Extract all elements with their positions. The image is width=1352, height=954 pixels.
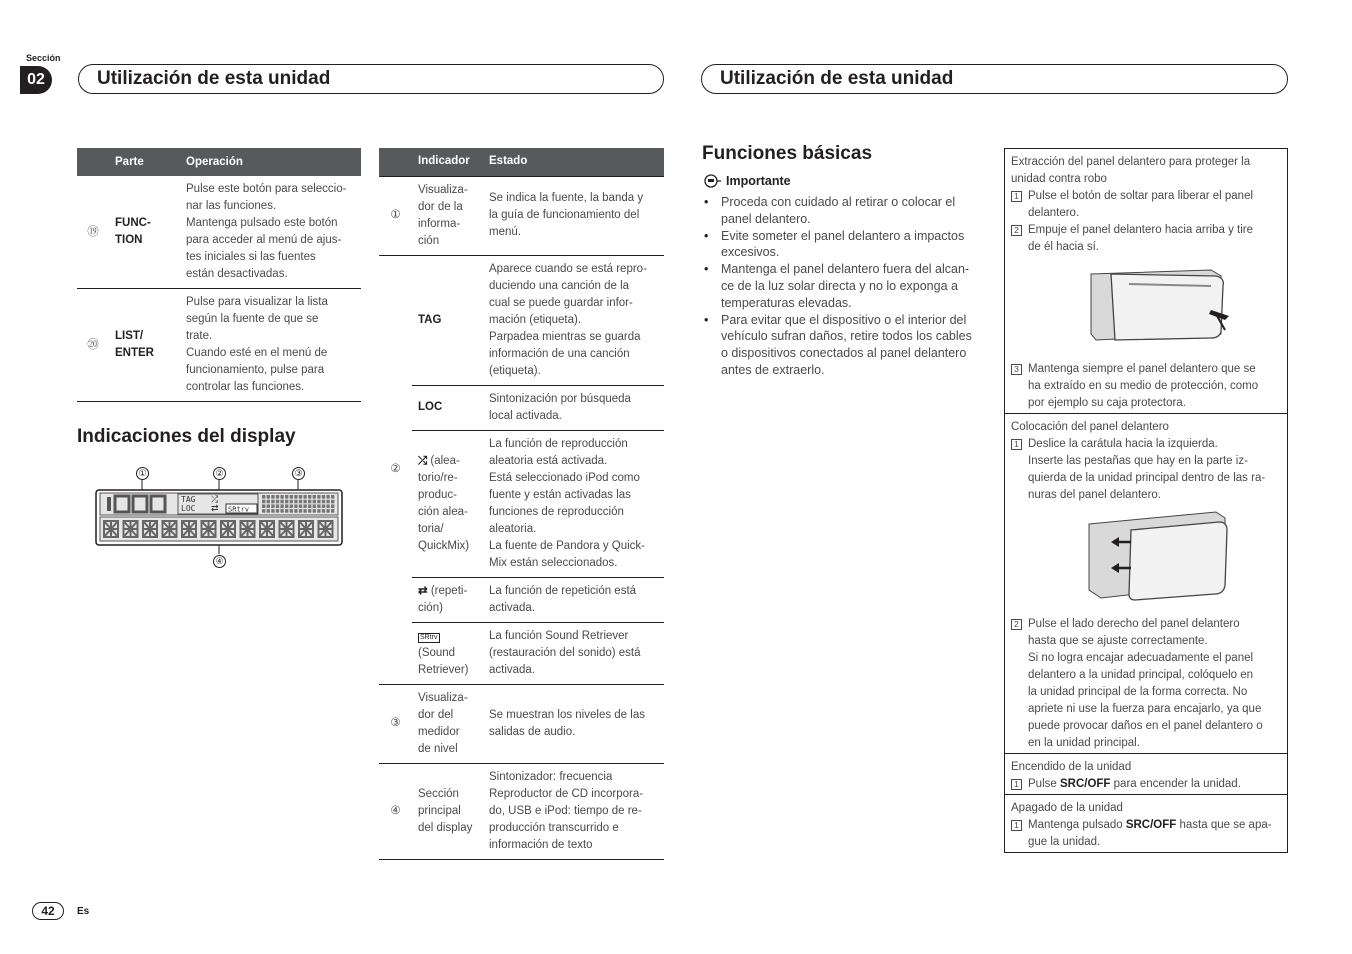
remove-panel-illustration bbox=[1011, 256, 1281, 361]
list-item: • Mantenga el panel delantero fuera del alcan- ce de la luz solar directa y no lo exponga a temperaturas elevadas. bbox=[704, 261, 988, 311]
list-item: • Proceda con cuidado al retirar o colocar el panel delantero. bbox=[704, 194, 988, 228]
important-icon bbox=[702, 174, 722, 188]
state-text: Se indica la fuente, la banda y la guía de funcionamiento del menú. bbox=[483, 176, 664, 255]
level-meter-segment bbox=[317, 509, 320, 513]
main-display-char bbox=[143, 521, 157, 537]
power-on-section bbox=[1005, 753, 1287, 794]
step-text: hasta que se apa- gue la unidad. bbox=[1028, 819, 1272, 848]
lcd-srtrv-text: SRtrv bbox=[228, 505, 250, 514]
level-meter-segment bbox=[267, 500, 270, 504]
level-meter-segment bbox=[271, 495, 274, 499]
display-heading: Indicaciones del display bbox=[77, 426, 296, 447]
operation-text: Pulse para visualizar la lista según la fuente de que se trate. Cuando esté en el menú de funcionamiento, pulse para controlar las funciones. bbox=[180, 289, 361, 402]
level-meter-segment bbox=[262, 504, 265, 508]
level-meter-segment bbox=[285, 500, 288, 504]
level-meter-segment bbox=[322, 504, 325, 508]
state-text: La función de reproducción aleatoria está activada. Está seleccionado iPod como fuente y están activadas las funciones de reproducción aleatoria. La fuente de Pandora y Quick- Mix están seleccionados. bbox=[483, 430, 664, 577]
row-number: ⑳ bbox=[77, 289, 109, 402]
indicators-table-header bbox=[379, 148, 664, 176]
section-number-badge: 02 bbox=[20, 66, 52, 94]
main-display-char bbox=[124, 521, 138, 537]
table-row bbox=[77, 289, 361, 402]
important-note bbox=[702, 174, 791, 188]
main-display-char bbox=[104, 521, 118, 537]
level-meter-segment bbox=[267, 509, 270, 513]
parts-table-header bbox=[77, 148, 361, 176]
step-number: 2 bbox=[1011, 619, 1022, 630]
main-display-char bbox=[202, 521, 216, 537]
level-meter-segment bbox=[262, 509, 265, 513]
indicator-name: (Sound Retriever) bbox=[418, 646, 469, 676]
level-meter-segment bbox=[290, 509, 293, 513]
table-row bbox=[379, 622, 664, 684]
section-title: Extracción del panel delantero para proteger la unidad contra robo bbox=[1011, 156, 1251, 185]
level-meter-segment bbox=[308, 495, 311, 499]
diagram-label-2: ② bbox=[213, 467, 226, 480]
table-row bbox=[379, 684, 664, 763]
level-meter-segment bbox=[262, 500, 265, 504]
main-display-char bbox=[299, 521, 313, 537]
main-display-char bbox=[280, 521, 294, 537]
table-row bbox=[379, 577, 664, 622]
level-meter-segment bbox=[294, 504, 297, 508]
page-number: 42 bbox=[32, 902, 64, 920]
step-number: 3 bbox=[1011, 364, 1022, 375]
level-meter-segment bbox=[322, 495, 325, 499]
src-off-key: SRC/OFF bbox=[1059, 778, 1111, 790]
list-item: • Evite someter el panel delantero a impactos excesivos. bbox=[704, 228, 988, 262]
section-title: Apagado de la unidad bbox=[1011, 802, 1123, 814]
level-meter-segment bbox=[290, 504, 293, 508]
indicator-name: (repeti- ción) bbox=[418, 584, 468, 614]
state-text: Aparece cuando se está repro- duciendo una canción de la cual se puede guardar infor- mación (etiqueta). Parpadea mientras se guarda información de una canción (etiqueta). bbox=[483, 255, 664, 385]
level-meter-segment bbox=[294, 500, 297, 504]
level-meter-segment bbox=[276, 509, 279, 513]
main-display-char bbox=[221, 521, 235, 537]
lcd-repeat-icon: ⇄ bbox=[211, 503, 219, 513]
display-diagram bbox=[95, 464, 343, 570]
page-header-left: Utilización de esta unidad bbox=[78, 64, 664, 94]
level-meter-segment bbox=[303, 495, 306, 499]
shuffle-icon: ⤮ bbox=[418, 454, 428, 467]
step-text: Mantenga pulsado bbox=[1028, 819, 1126, 831]
step-number: 1 bbox=[1011, 439, 1022, 450]
level-meter-segment bbox=[290, 500, 293, 504]
level-meter-segment bbox=[276, 495, 279, 499]
indicator-name: TAG bbox=[412, 255, 483, 385]
row-number: ④ bbox=[379, 763, 412, 859]
main-display-char bbox=[163, 521, 177, 537]
step bbox=[1011, 188, 1281, 222]
diagram-label-1: ① bbox=[136, 467, 149, 480]
table-row bbox=[379, 385, 664, 430]
level-meter-segment bbox=[317, 500, 320, 504]
step bbox=[1011, 361, 1281, 412]
row-number: ⑲ bbox=[87, 225, 99, 238]
level-meter-segment bbox=[326, 495, 329, 499]
state-text: Sintonización por búsqueda local activada. bbox=[483, 385, 664, 430]
operation-text: Pulse este botón para seleccio- nar las funciones. Mantenga pulsado este botón para acceder al menú de ajus- tes iniciales si las fuentes están desactivadas. bbox=[186, 183, 347, 280]
row-number: ① bbox=[379, 176, 412, 255]
table-row bbox=[379, 763, 664, 859]
level-meter-segment bbox=[285, 495, 288, 499]
level-meter-segment bbox=[262, 495, 265, 499]
attach-panel-section bbox=[1005, 413, 1287, 753]
level-meter-segment bbox=[317, 495, 320, 499]
level-meter-segment bbox=[326, 500, 329, 504]
step bbox=[1011, 776, 1281, 793]
step-text: Pulse el botón de soltar para liberar el panel delantero. bbox=[1028, 190, 1254, 219]
main-display-char bbox=[319, 521, 333, 537]
level-meter-segment bbox=[280, 500, 283, 504]
page-header-right: Utilización de esta unidad bbox=[701, 64, 1288, 94]
level-meter-segment bbox=[303, 500, 306, 504]
level-meter-segment bbox=[322, 509, 325, 513]
table-row bbox=[379, 255, 664, 385]
state-text: La función Sound Retriever (restauración del sonido) está activada. bbox=[483, 622, 664, 684]
src-off-key: SRC/OFF bbox=[1125, 819, 1177, 831]
level-meter-segment bbox=[313, 509, 316, 513]
indicator-name: Sección principal del display bbox=[412, 763, 483, 859]
table-row bbox=[379, 430, 664, 577]
level-meter-segment bbox=[294, 495, 297, 499]
level-meter-segment bbox=[331, 500, 334, 504]
list-item: • Para evitar que el dispositivo o el interior del vehículo sufran daños, retire todos los cables o dispositivos conectados al panel delantero antes de extraerlo. bbox=[704, 312, 988, 379]
step-text: para encender la unidad. bbox=[1110, 778, 1241, 790]
level-meter-segment bbox=[303, 509, 306, 513]
level-meter-segment bbox=[331, 509, 334, 513]
sound-retriever-icon: SRtrv bbox=[420, 633, 438, 641]
indicator-name: Visualiza- dor de la informa- ción bbox=[412, 176, 483, 255]
power-off-section bbox=[1005, 794, 1287, 852]
level-meter-segment bbox=[271, 500, 274, 504]
row-number: ③ bbox=[379, 684, 412, 763]
indicator-name: LOC bbox=[412, 385, 483, 430]
state-text: Se muestran los niveles de las salidas de audio. bbox=[483, 684, 664, 763]
indicators-table bbox=[379, 148, 664, 860]
parts-table bbox=[77, 148, 361, 402]
level-meter-segment bbox=[294, 509, 297, 513]
lcd-shuffle-icon: ⤮ bbox=[211, 494, 219, 504]
level-meter-segment bbox=[280, 509, 283, 513]
remove-panel-section bbox=[1005, 149, 1287, 413]
step bbox=[1011, 222, 1281, 256]
level-meter-segment bbox=[308, 509, 311, 513]
state-text: La función de repetición está activada. bbox=[483, 577, 664, 622]
repeat-icon: ⇄ bbox=[418, 584, 428, 597]
main-display-char bbox=[241, 521, 255, 537]
part-name: FUNC- TION bbox=[115, 217, 151, 246]
step-text: Pulse el lado derecho del panel delantero hasta que se ajuste correctamente. Si no logra encajar adecuadamente el panel delantero a la unidad principal, colóquelo en la unidad principal de la forma correcta. No apriete ni use la fuerza para encajarlo, ya que puede provocar daños en el panel delantero o en la unidad principal. bbox=[1028, 618, 1263, 749]
level-meter-segment bbox=[313, 504, 316, 508]
header-parte: Parte bbox=[109, 148, 180, 176]
level-meter-segment bbox=[331, 504, 334, 508]
step bbox=[1011, 817, 1281, 851]
level-meter-segment bbox=[280, 495, 283, 499]
step-number: 1 bbox=[1011, 779, 1022, 790]
level-meter-segment bbox=[299, 495, 302, 499]
step-number: 1 bbox=[1011, 191, 1022, 202]
step-text: Deslice la carátula hacia la izquierda. Inserte las pestañas que hay en la parte iz- quierda de la unidad principal dentro de las ra- nuras del panel delantero. bbox=[1028, 438, 1266, 501]
section-label: Sección bbox=[26, 53, 61, 63]
attach-panel-illustration bbox=[1011, 504, 1281, 616]
header-estado: Estado bbox=[483, 148, 664, 176]
level-meter-segment bbox=[331, 495, 334, 499]
level-meter-segment bbox=[276, 500, 279, 504]
level-meter-segment bbox=[285, 504, 288, 508]
indicator-name: Visualiza- dor del medidor de nivel bbox=[412, 684, 483, 763]
header-indicador: Indicador bbox=[412, 148, 483, 176]
lcd-tag-text: TAG bbox=[181, 495, 196, 504]
level-meter-segment bbox=[299, 500, 302, 504]
step-text: Pulse bbox=[1028, 778, 1060, 790]
level-meter-segment bbox=[299, 509, 302, 513]
lcd-loc-text: LOC bbox=[181, 504, 196, 513]
level-meter-segment bbox=[308, 504, 311, 508]
section-title: Colocación del panel delantero bbox=[1011, 421, 1169, 433]
important-label: Importante bbox=[726, 174, 791, 188]
state-text: Sintonizador: frecuencia Reproductor de CD incorpora- do, USB e iPod: tiempo de re- producción transcurrido e información de texto bbox=[483, 763, 664, 859]
step-text: Mantenga siempre el panel delantero que se ha extraído en su medio de protección, como por ejemplo su caja protectora. bbox=[1028, 363, 1259, 409]
table-row bbox=[77, 176, 361, 289]
level-meter-segment bbox=[267, 495, 270, 499]
funciones-heading: Funciones básicas bbox=[702, 143, 873, 164]
header-operacion: Operación bbox=[180, 148, 361, 176]
table-row bbox=[379, 176, 664, 255]
diagram-label-4: ④ bbox=[213, 555, 226, 568]
step-text: Empuje el panel delantero hacia arriba y tire de él hacia sí. bbox=[1028, 224, 1254, 253]
level-meter-segment bbox=[299, 504, 302, 508]
level-meter-segment bbox=[326, 504, 329, 508]
level-meter-segment bbox=[313, 500, 316, 504]
important-list bbox=[704, 194, 988, 379]
section-title: Encendido de la unidad bbox=[1011, 761, 1132, 773]
instructions-box bbox=[1004, 148, 1288, 853]
indicator-name: (alea- torio/re- produc- ción alea- toria/ QuickMix) bbox=[418, 454, 470, 552]
language-label: Es bbox=[77, 906, 90, 917]
step bbox=[1011, 616, 1281, 752]
step-number: 2 bbox=[1011, 225, 1022, 236]
level-meter-segment bbox=[322, 500, 325, 504]
level-meter-segment bbox=[317, 504, 320, 508]
step-number: 1 bbox=[1011, 820, 1022, 831]
level-meter-segment bbox=[276, 504, 279, 508]
part-name: LIST/ ENTER bbox=[109, 289, 180, 402]
level-meter-segment bbox=[267, 504, 270, 508]
level-meter-segment bbox=[308, 500, 311, 504]
level-meter-segment bbox=[285, 509, 288, 513]
level-meter-segment bbox=[271, 509, 274, 513]
main-display-char bbox=[260, 521, 274, 537]
level-meter-segment bbox=[303, 504, 306, 508]
level-meter-segment bbox=[280, 504, 283, 508]
level-meter-segment bbox=[290, 495, 293, 499]
level-meter-segment bbox=[271, 504, 274, 508]
main-display-char bbox=[182, 521, 196, 537]
step bbox=[1011, 436, 1281, 504]
diagram-label-3: ③ bbox=[292, 467, 305, 480]
level-meter-segment bbox=[326, 509, 329, 513]
level-meter-segment bbox=[313, 495, 316, 499]
row-number: ② bbox=[379, 255, 412, 684]
